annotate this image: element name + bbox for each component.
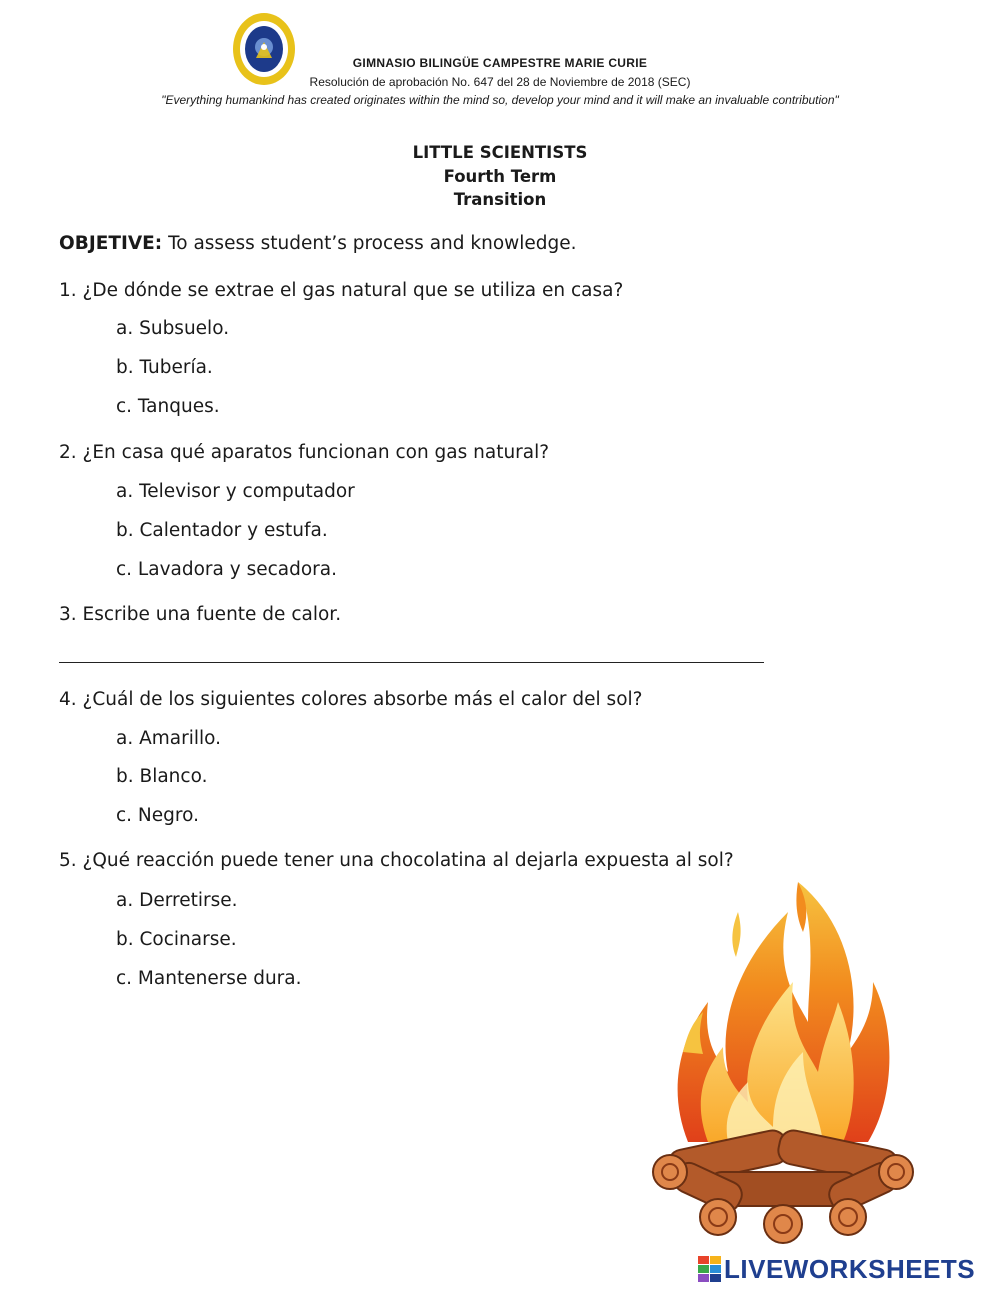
school-motto: "Everything humankind has created originates within the mind so, develop your mind and it will make an invaluable contribution" [161, 93, 839, 107]
liveworksheets-logo-icon [698, 1256, 722, 1282]
q4-option-a[interactable]: a. Amarillo. [116, 728, 222, 749]
question-4: 4. ¿Cuál de los siguientes colores absorbe más el calor del sol? [59, 689, 643, 710]
worksheet-title: LITTLE SCIENTISTS [412, 143, 588, 162]
q1-option-a[interactable]: a. Subsuelo. [116, 318, 230, 339]
q5-option-a[interactable]: a. Derretirse. [116, 890, 238, 911]
q4-option-c[interactable]: c. Negro. [116, 805, 199, 826]
q2-option-c[interactable]: c. Lavadora y secadora. [116, 559, 337, 580]
objective [59, 233, 577, 254]
liveworksheets-brand[interactable] [698, 1253, 975, 1285]
school-name: GIMNASIO BILINGÜE CAMPESTRE MARIE CURIE [352, 56, 648, 70]
q4-option-b[interactable]: b. Blanco. [116, 766, 208, 787]
question-3: 3. Escribe una fuente de calor. [59, 604, 342, 625]
q5-option-b[interactable]: b. Cocinarse. [116, 929, 237, 950]
objective-text: To assess student’s process and knowledge. [162, 233, 577, 254]
q2-option-b[interactable]: b. Calentador y estufa. [116, 520, 328, 541]
worksheet-term: Fourth Term [443, 167, 557, 186]
q1-option-b[interactable]: b. Tubería. [116, 357, 213, 378]
question-5: 5. ¿Qué reacción puede tener una chocolatina al dejarla expuesta al sol? [59, 850, 734, 871]
q5-option-c[interactable]: c. Mantenerse dura. [116, 968, 302, 989]
campfire-illustration [648, 872, 918, 1250]
liveworksheets-wordmark: LIVEWORKSHEETS [724, 1253, 976, 1284]
question-2: 2. ¿En casa qué aparatos funcionan con gas natural? [59, 442, 550, 463]
q2-option-a[interactable]: a. Televisor y computador [116, 481, 355, 502]
answer-line[interactable] [59, 662, 764, 663]
question-1: 1. ¿De dónde se extrae el gas natural que se utiliza en casa? [59, 280, 624, 301]
q1-option-c[interactable]: c. Tanques. [116, 396, 220, 417]
resolution-text: Resolución de aprobación No. 647 del 28 de Noviembre de 2018 (SEC) [309, 75, 691, 89]
worksheet-grade: Transition [453, 190, 547, 209]
objective-label: OBJETIVE: [59, 233, 163, 254]
